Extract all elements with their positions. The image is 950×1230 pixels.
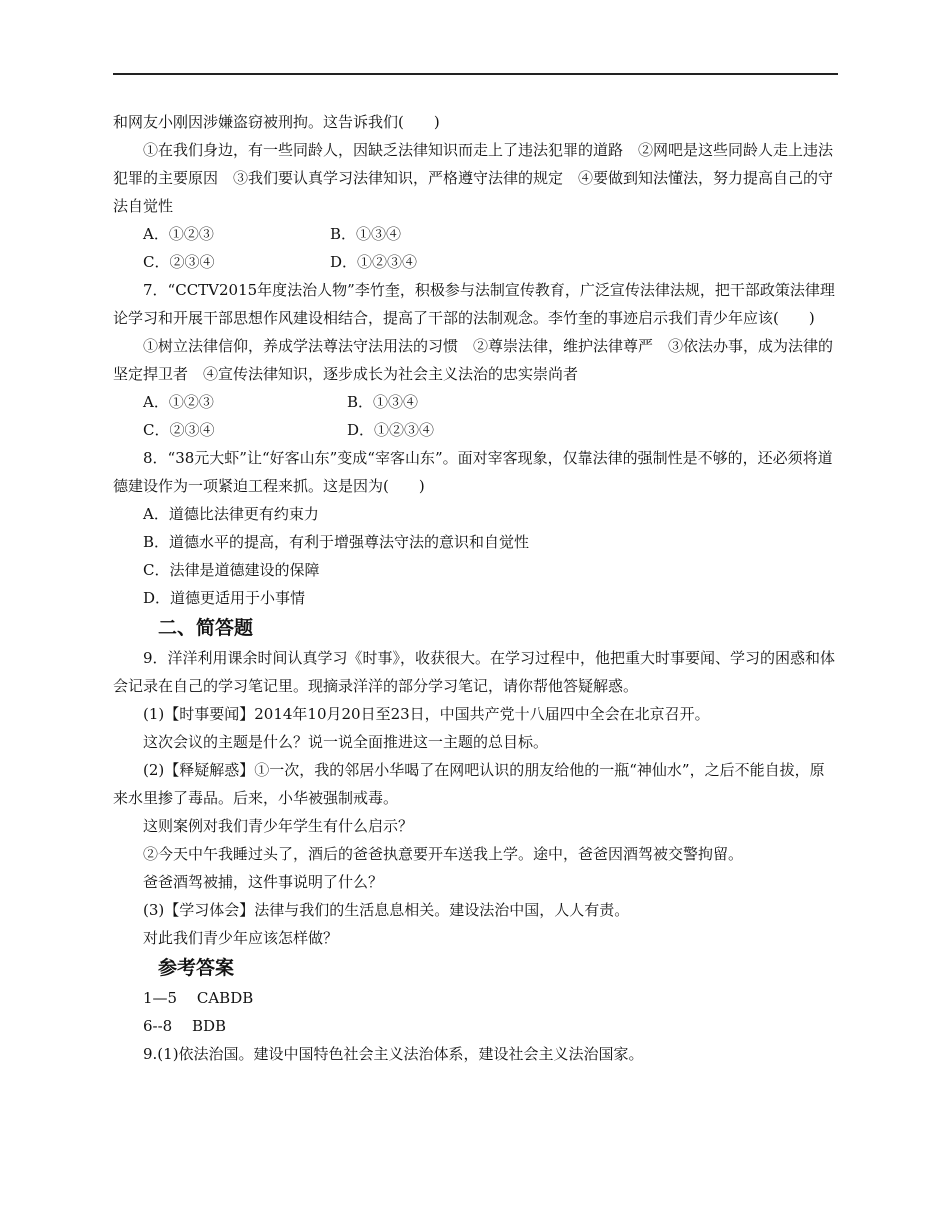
q8-option-a: A．道德比法律更有约束力 bbox=[143, 505, 319, 523]
q7-option-a: A．①②③ bbox=[143, 393, 214, 411]
q7-option-d: D．①②③④ bbox=[347, 421, 435, 439]
answers-line-1: 1—5 CABDB bbox=[143, 989, 254, 1007]
q6-statements: ①在我们身边，有一些同龄人，因缺乏法律知识而走上了违法犯罪的道路 ②网吧是这些同龄人走上违法犯罪的主要原因 ③我们要认真学习法律知识，严格遵守法律的规定 ④要做到知法懂法，努力提高自己的守法自觉性 bbox=[113, 141, 834, 215]
q7-options-row-1 bbox=[113, 388, 838, 416]
q8-stem: 8．“38元大虾”让“好客山东”变成“宰客山东”。面对宰客现象，仅靠法律的强制性是不够的，还必须将道德建设作为一项紧迫工程来抓。这是因为( ) bbox=[113, 449, 833, 495]
answers-line-2: 6--8 BDB bbox=[143, 1017, 227, 1035]
q9-part-3-question: 对此我们青少年应该怎样做？ bbox=[143, 929, 339, 947]
q9-stem: 9．洋洋利用课余时间认真学习《时事》，收获很大。在学习过程中，他把重大时事要闻、学习的困惑和体会记录在自己的学习笔记里。现摘录洋洋的部分学习笔记，请你帮他答疑解惑。 bbox=[113, 649, 836, 695]
q6-option-b: B．①③④ bbox=[330, 225, 402, 243]
answers-line-3: 9.(1)依法治国。建设中国特色社会主义法治体系，建设社会主义法治国家。 bbox=[143, 1045, 644, 1063]
answers-title: 参考答案 bbox=[158, 957, 235, 979]
q9-part-3: (3)【学习体会】法律与我们的生活息息相关。建设法治中国，人人有责。 bbox=[143, 901, 630, 919]
q8-option-c: C．法律是道德建设的保障 bbox=[143, 561, 320, 579]
document-body bbox=[113, 108, 838, 1068]
q7-option-c: C．②③④ bbox=[143, 421, 215, 439]
q9-part-1: (1)【时事要闻】2014年10月20日至23日，中国共产党十八届四中全会在北京召开。 bbox=[143, 705, 710, 723]
q6-options-row-2 bbox=[113, 248, 838, 276]
q8-option-d: D．道德更适用于小事情 bbox=[143, 589, 306, 607]
header-rule bbox=[113, 73, 838, 75]
q6-options-row-1 bbox=[113, 220, 838, 248]
q6-stem-tail: 和网友小刚因涉嫌盗窃被刑拘。这告诉我们( ) bbox=[113, 113, 440, 131]
q6-option-a: A．①②③ bbox=[143, 225, 214, 243]
q6-option-c: C．②③④ bbox=[143, 253, 215, 271]
q9-part-2b-question: 爸爸酒驾被捕，这件事说明了什么？ bbox=[143, 873, 384, 891]
q8-option-b: B．道德水平的提高，有利于增强尊法守法的意识和自觉性 bbox=[143, 533, 530, 551]
q9-part-2b: ②今天中午我睡过头了，酒后的爸爸执意要开车送我上学。途中，爸爸因酒驾被交警拘留。 bbox=[143, 845, 744, 863]
section-2-title: 二、简答题 bbox=[158, 617, 254, 639]
q9-part-1-question: 这次会议的主题是什么？说一说全面推进这一主题的总目标。 bbox=[143, 733, 549, 751]
q9-part-2-question: 这则案例对我们青少年学生有什么启示？ bbox=[143, 817, 414, 835]
q9-part-2: (2)【释疑解惑】①一次，我的邻居小华喝了在网吧认识的朋友给他的一瓶“神仙水”，之后不能自拔，原来水里掺了毒品。后来，小华被强制戒毒。 bbox=[113, 761, 825, 807]
q7-stem: 7．“CCTV2015年度法治人物”李竹奎，积极参与法制宣传教育，广泛宣传法律法规，把干部政策法律理论学习和开展干部思想作风建设相结合，提高了干部的法制观念。李竹奎的事迹启示我们青少年应该( ) bbox=[113, 281, 835, 327]
q6-option-d: D．①②③④ bbox=[330, 253, 418, 271]
q7-statements: ①树立法律信仰，养成学法尊法守法用法的习惯 ②尊崇法律，维护法律尊严 ③依法办事，成为法律的坚定捍卫者 ④宣传法律知识，逐步成长为社会主义法治的忠实崇尚者 bbox=[113, 337, 834, 383]
q7-option-b: B．①③④ bbox=[347, 393, 419, 411]
q7-options-row-2 bbox=[113, 416, 838, 444]
